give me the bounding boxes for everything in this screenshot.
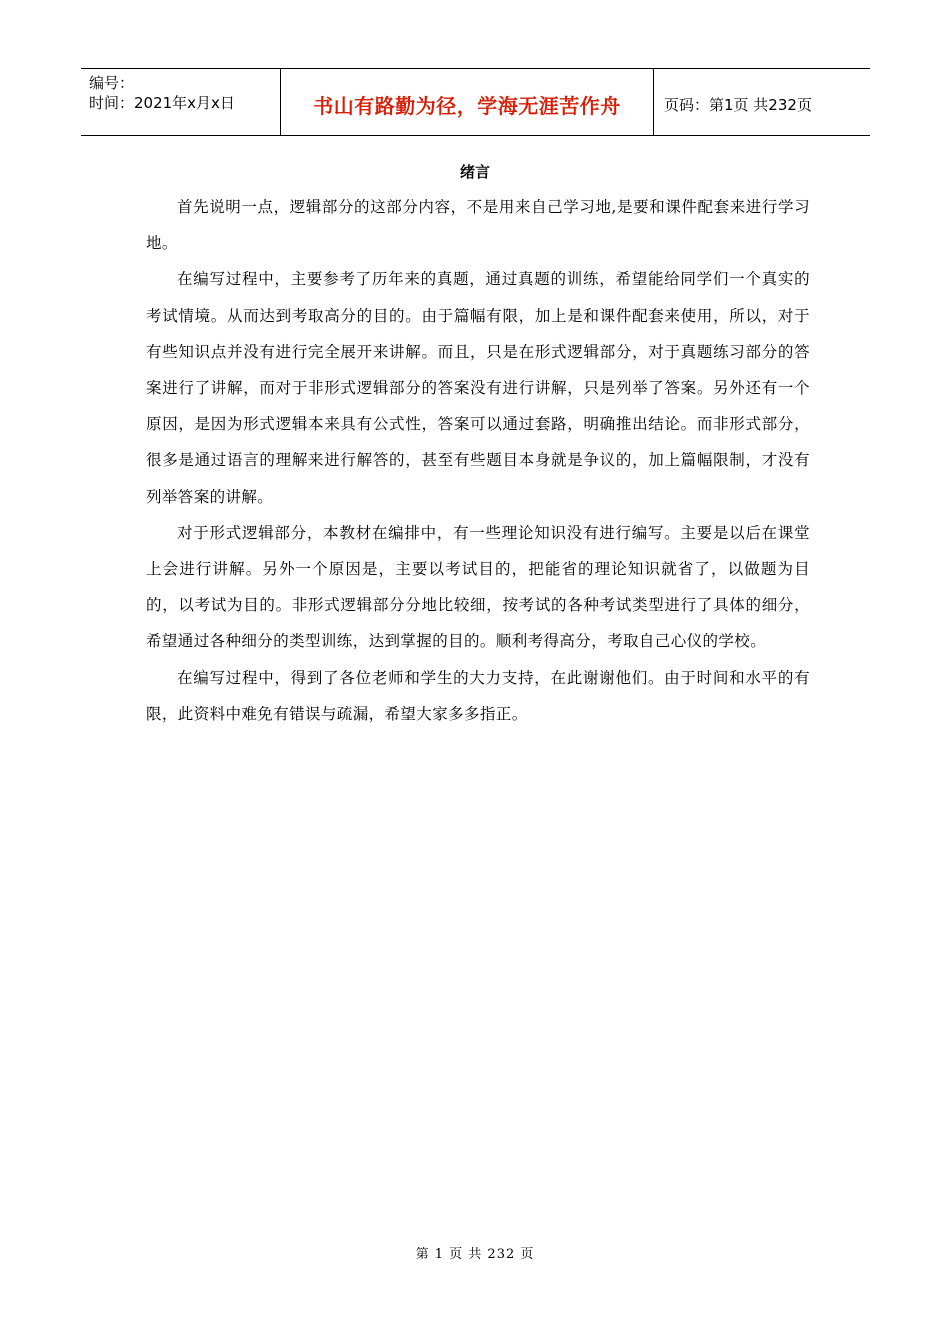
header-meta-cell — [81, 69, 281, 135]
document-body — [146, 189, 810, 732]
page-footer: 第 1 页 共 232 页 — [415, 1247, 535, 1262]
document-title: 绪言 — [459, 163, 490, 181]
motto-text: 书山有路勤为径，学海无涯苦作舟 — [313, 93, 621, 118]
paragraph: 首先说明一点，逻辑部分的这部分内容，不是用来自己学习地,是要和课件配套来进行学习地。 — [146, 198, 810, 253]
date-label: 时间：2021年x月x日 — [89, 94, 235, 112]
document-header — [81, 68, 870, 136]
header-page-cell — [654, 69, 870, 135]
paragraph: 对于形式逻辑部分，本教材在编排中，有一些理论知识没有进行编写。主要是以后在课堂上会进行讲解。另外一个原因是，主要以考试目的，把能省的理论知识就省了，以做题为目的，以考试为目的。非形式逻辑部分分地比较细，按考试的各种考试类型进行了具体的细分，希望通过各种细分的类型训练，达到掌握的目的。顺利考得高分，考取自己心仪的学校。 — [146, 523, 810, 651]
serial-number-label: 编号： — [89, 74, 135, 92]
page-info: 页码：第1页 共232页 — [664, 95, 812, 114]
paragraph: 在编写过程中，得到了各位老师和学生的大力支持，在此谢谢他们。由于时间和水平的有限，此资料中难免有错误与疏漏，希望大家多多指正。 — [146, 668, 810, 723]
paragraph: 在编写过程中，主要参考了历年来的真题，通过真题的训练，希望能给同学们一个真实的考试情境。从而达到考取高分的目的。由于篇幅有限，加上是和课件配套来使用，所以，对于有些知识点并没有进行完全展开来讲解。而且，只是在形式逻辑部分，对于真题练习部分的答案进行了讲解，而对于非形式逻辑部分的答案没有进行讲解，只是列举了答案。另外还有一个原因，是因为形式逻辑本来具有公式性，答案可以通过套路，明确推出结论。而非形式部分，很多是通过语言的理解来进行解答的，甚至有些题目本身就是争议的，加上篇幅限制，才没有列举答案的讲解。 — [146, 270, 810, 506]
header-motto-cell — [281, 69, 654, 135]
